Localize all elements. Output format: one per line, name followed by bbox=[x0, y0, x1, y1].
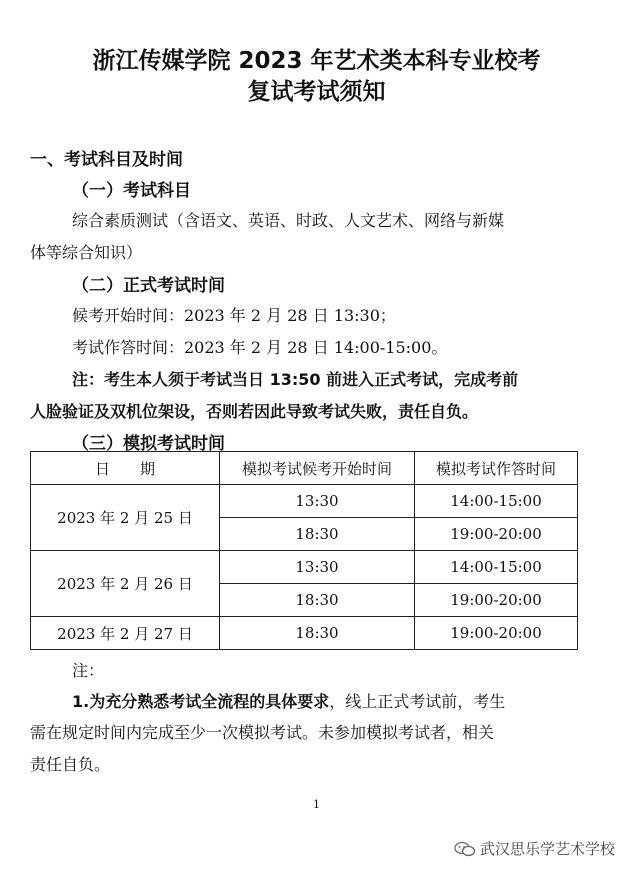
table-header-wait: 模拟考试候考开始时间 bbox=[220, 452, 415, 485]
table-cell-wait: 18:30 bbox=[220, 518, 415, 551]
document-subtitle: 复试考试须知 bbox=[247, 79, 386, 105]
table-cell-answer: 14:00-15:00 bbox=[415, 551, 578, 584]
sub1-heading: （一）考试科目 bbox=[72, 181, 191, 201]
table-header-answer: 模拟考试作答时间 bbox=[415, 452, 578, 485]
table-cell-wait: 18:30 bbox=[220, 584, 415, 617]
after-table-note: 注： bbox=[72, 661, 105, 680]
document-title: 浙江传媒学院 2023 年艺术类本科专业校考 bbox=[92, 48, 541, 74]
table-row bbox=[31, 485, 578, 518]
table-cell-answer: 19:00-20:00 bbox=[415, 518, 578, 551]
watermark bbox=[454, 838, 615, 859]
sub2-heading: （二）正式考试时间 bbox=[72, 276, 225, 296]
table-cell-answer: 19:00-20:00 bbox=[415, 584, 578, 617]
page-number: 1 bbox=[313, 798, 320, 811]
table-cell-date: 2023 年 2 月 25 日 bbox=[31, 485, 220, 551]
table-header-date: 日 期 bbox=[31, 452, 220, 485]
point1-line1 bbox=[72, 689, 505, 712]
sub2-wait-time: 候考开始时间：2023 年 2 月 28 日 13:30； bbox=[72, 306, 396, 325]
table-cell-wait: 13:30 bbox=[220, 485, 415, 518]
table-cell-date: 2023 年 2 月 27 日 bbox=[31, 617, 220, 650]
sub1-text-line1: 综合素质测试（含语文、英语、时政、人文艺术、网络与新媒 bbox=[72, 211, 505, 230]
sub1-text-line2: 体等综合知识） bbox=[30, 243, 143, 262]
point1-bold: 1.为充分熟悉考试全流程的具体要求 bbox=[72, 692, 330, 711]
watermark-text: 武汉思乐学艺术学校 bbox=[479, 840, 615, 858]
table-row bbox=[31, 617, 578, 650]
table-header-row bbox=[31, 452, 578, 485]
table-cell-wait: 18:30 bbox=[220, 617, 415, 650]
table-cell-answer: 19:00-20:00 bbox=[415, 617, 578, 650]
table-row bbox=[31, 551, 578, 584]
sub3-heading: （三）模拟考试时间 bbox=[72, 434, 225, 454]
point1-line2: 需在规定时间内完成至少一次模拟考试。未参加模拟考试者，相关 bbox=[30, 723, 495, 742]
sub2-exam-time: 考试作答时间：2023 年 2 月 28 日 14:00-15:00。 bbox=[72, 338, 448, 357]
table-cell-date: 2023 年 2 月 26 日 bbox=[31, 551, 220, 617]
section1-heading: 一、考试科目及时间 bbox=[30, 150, 183, 170]
table-cell-wait: 13:30 bbox=[220, 551, 415, 584]
point1-rest: ，线上正式考试前，考生 bbox=[329, 692, 506, 711]
note-line1: 注：考生本人须于考试当日 13:50 前进入正式考试，完成考前 bbox=[72, 370, 519, 389]
table-cell-answer: 14:00-15:00 bbox=[415, 485, 578, 518]
note-line2: 人脸验证及双机位架设，否则若因此导致考试失败，责任自负。 bbox=[30, 402, 479, 421]
mock-exam-table bbox=[30, 451, 578, 650]
point1-line3: 责任自负。 bbox=[30, 755, 111, 774]
wechat-icon bbox=[454, 841, 476, 857]
